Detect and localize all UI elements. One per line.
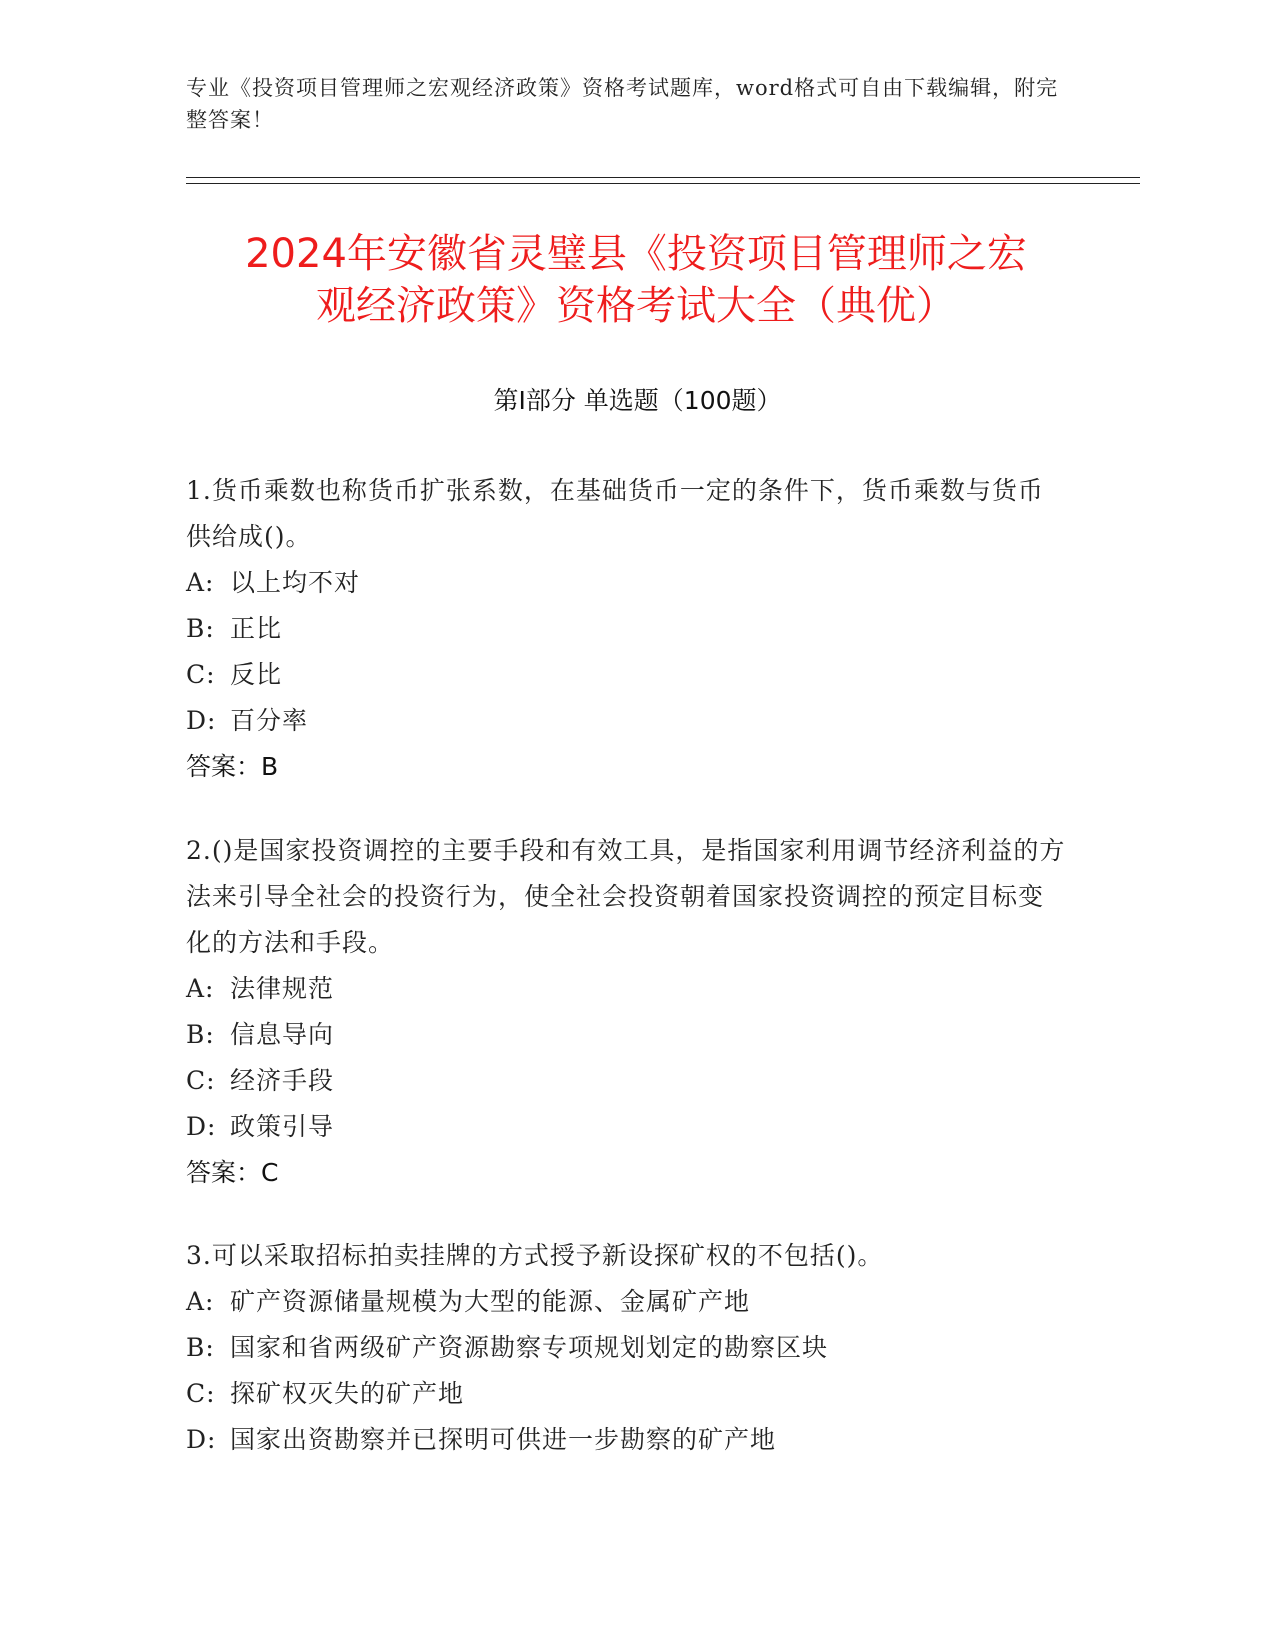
option-key: B: bbox=[186, 1333, 215, 1362]
option-key: A: bbox=[186, 974, 215, 1003]
section-title: 第I部分 单选题（100题） bbox=[493, 386, 782, 415]
option-text: 矿产资源储量规模为大型的能源、金属矿产地 bbox=[230, 1287, 751, 1316]
option-d bbox=[186, 1104, 1066, 1150]
option-key: D: bbox=[186, 1112, 217, 1141]
question-stem: 1.货币乘数也称货币扩张系数，在基础货币一定的条件下，货币乘数与货币供给成()。 bbox=[186, 476, 1044, 551]
option-text: 反比 bbox=[230, 660, 283, 689]
option-b bbox=[186, 1325, 1066, 1371]
option-text: 正比 bbox=[230, 614, 283, 643]
option-text: 信息导向 bbox=[230, 1020, 335, 1049]
option-d bbox=[186, 1417, 1066, 1463]
option-text: 政策引导 bbox=[230, 1112, 335, 1141]
option-a bbox=[186, 1279, 1066, 1325]
option-text: 国家出资勘察并已探明可供进一步勘察的矿产地 bbox=[230, 1425, 777, 1454]
option-b bbox=[186, 1012, 1066, 1058]
title-line-2: 观经济政策》资格考试大全（典优） bbox=[316, 283, 956, 329]
option-a bbox=[186, 966, 1066, 1012]
answer-line: 答案：C bbox=[186, 1158, 279, 1187]
option-text: 国家和省两级矿产资源勘察专项规划划定的勘察区块 bbox=[230, 1333, 829, 1362]
option-c bbox=[186, 652, 1066, 698]
header-note: 专业《投资项目管理师之宏观经济政策》资格考试题库，word格式可自由下载编辑，附完整答案！ bbox=[186, 76, 1059, 132]
option-text: 百分率 bbox=[230, 706, 309, 735]
option-key: B: bbox=[186, 614, 215, 643]
option-b bbox=[186, 606, 1066, 652]
header-divider-bottom bbox=[186, 183, 1140, 184]
option-key: B: bbox=[186, 1020, 215, 1049]
answer-line: 答案：B bbox=[186, 752, 279, 781]
option-text: 法律规范 bbox=[230, 974, 335, 1003]
option-key: C: bbox=[186, 660, 216, 689]
question-2 bbox=[186, 828, 1066, 1196]
option-a bbox=[186, 560, 1066, 606]
question-1 bbox=[186, 468, 1066, 790]
title-line-1: 2024年安徽省灵璧县《投资项目管理师之宏 bbox=[245, 231, 1027, 277]
option-key: D: bbox=[186, 706, 217, 735]
header-divider-top bbox=[186, 177, 1140, 178]
option-text: 探矿权灭失的矿产地 bbox=[230, 1379, 465, 1408]
option-c bbox=[186, 1371, 1066, 1417]
question-3 bbox=[186, 1233, 1066, 1463]
question-stem: 2.()是国家投资调控的主要手段和有效工具，是指国家利用调节经济利益的方法来引导全社会的投资行为，使全社会投资朝着国家投资调控的预定目标变化的方法和手段。 bbox=[186, 836, 1066, 957]
option-key: A: bbox=[186, 568, 215, 597]
option-text: 以上均不对 bbox=[230, 568, 361, 597]
option-key: C: bbox=[186, 1066, 216, 1095]
option-key: C: bbox=[186, 1379, 216, 1408]
option-key: D: bbox=[186, 1425, 217, 1454]
option-d bbox=[186, 698, 1066, 744]
document-title bbox=[186, 228, 1086, 332]
question-stem: 3.可以采取招标拍卖挂牌的方式授予新设探矿权的不包括()。 bbox=[186, 1241, 884, 1270]
option-key: A: bbox=[186, 1287, 215, 1316]
option-c bbox=[186, 1058, 1066, 1104]
option-text: 经济手段 bbox=[230, 1066, 335, 1095]
